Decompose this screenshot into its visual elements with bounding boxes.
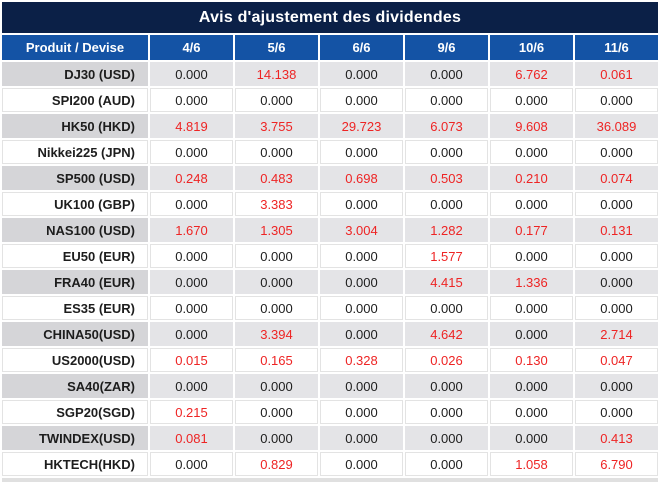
value-cell: 0.000 xyxy=(320,296,403,320)
table-row xyxy=(2,270,658,294)
dividend-table xyxy=(0,33,660,478)
value-cell: 0.000 xyxy=(575,400,658,424)
table-row xyxy=(2,400,658,424)
value-cell: 0.000 xyxy=(235,400,318,424)
product-cell: SGP20(SGD) xyxy=(2,400,148,424)
value-cell: 0.000 xyxy=(405,296,488,320)
value-cell: 1.577 xyxy=(405,244,488,268)
value-cell: 0.000 xyxy=(150,374,233,398)
value-cell: 0.000 xyxy=(320,426,403,450)
value-cell: 0.177 xyxy=(490,218,573,242)
value-cell: 4.642 xyxy=(405,322,488,346)
table-row xyxy=(2,348,658,372)
product-cell: TWINDEX(USD) xyxy=(2,426,148,450)
value-cell: 0.000 xyxy=(235,426,318,450)
value-cell: 0.000 xyxy=(575,296,658,320)
value-cell: 0.000 xyxy=(150,452,233,476)
product-cell: ES35 (EUR) xyxy=(2,296,148,320)
value-cell: 0.000 xyxy=(405,62,488,86)
value-cell: 0.000 xyxy=(235,296,318,320)
value-cell: 0.015 xyxy=(150,348,233,372)
bottom-strip xyxy=(2,478,658,482)
value-cell: 0.000 xyxy=(320,270,403,294)
column-header-product: Produit / Devise xyxy=(2,35,148,60)
value-cell: 0.000 xyxy=(490,426,573,450)
value-cell: 6.790 xyxy=(575,452,658,476)
table-row xyxy=(2,374,658,398)
product-cell: HK50 (HKD) xyxy=(2,114,148,138)
value-cell: 3.394 xyxy=(235,322,318,346)
value-cell: 0.000 xyxy=(490,296,573,320)
table-row xyxy=(2,114,658,138)
value-cell: 0.000 xyxy=(405,192,488,216)
product-cell: US2000(USD) xyxy=(2,348,148,372)
product-cell: DJ30 (USD) xyxy=(2,62,148,86)
table-row xyxy=(2,140,658,164)
value-cell: 0.000 xyxy=(320,374,403,398)
table-row xyxy=(2,322,658,346)
value-cell: 1.282 xyxy=(405,218,488,242)
value-cell: 0.000 xyxy=(405,452,488,476)
product-cell: SA40(ZAR) xyxy=(2,374,148,398)
product-cell: EU50 (EUR) xyxy=(2,244,148,268)
value-cell: 4.415 xyxy=(405,270,488,294)
product-cell: HKTECH(HKD) xyxy=(2,452,148,476)
value-cell: 1.058 xyxy=(490,452,573,476)
value-cell: 0.061 xyxy=(575,62,658,86)
value-cell: 0.000 xyxy=(405,140,488,164)
value-cell: 0.215 xyxy=(150,400,233,424)
value-cell: 0.000 xyxy=(235,88,318,112)
value-cell: 0.000 xyxy=(575,374,658,398)
value-cell: 0.829 xyxy=(235,452,318,476)
value-cell: 0.000 xyxy=(490,192,573,216)
value-cell: 0.000 xyxy=(575,244,658,268)
value-cell: 0.000 xyxy=(490,140,573,164)
value-cell: 0.000 xyxy=(490,244,573,268)
value-cell: 0.165 xyxy=(235,348,318,372)
value-cell: 0.000 xyxy=(575,88,658,112)
value-cell: 0.000 xyxy=(235,244,318,268)
table-row xyxy=(2,244,658,268)
table-row xyxy=(2,218,658,242)
value-cell: 0.698 xyxy=(320,166,403,190)
value-cell: 0.081 xyxy=(150,426,233,450)
value-cell: 14.138 xyxy=(235,62,318,86)
value-cell: 0.000 xyxy=(150,244,233,268)
product-cell: SP500 (USD) xyxy=(2,166,148,190)
product-cell: Nikkei225 (JPN) xyxy=(2,140,148,164)
value-cell: 0.000 xyxy=(150,322,233,346)
value-cell: 9.608 xyxy=(490,114,573,138)
table-row xyxy=(2,62,658,86)
product-cell: NAS100 (USD) xyxy=(2,218,148,242)
header-row xyxy=(2,35,658,60)
value-cell: 0.000 xyxy=(235,374,318,398)
value-cell: 0.130 xyxy=(490,348,573,372)
value-cell: 0.131 xyxy=(575,218,658,242)
table-header xyxy=(2,35,658,60)
value-cell: 0.047 xyxy=(575,348,658,372)
value-cell: 0.000 xyxy=(405,400,488,424)
value-cell: 0.503 xyxy=(405,166,488,190)
value-cell: 0.000 xyxy=(150,270,233,294)
table-body xyxy=(2,62,658,476)
product-cell: CHINA50(USD) xyxy=(2,322,148,346)
value-cell: 0.210 xyxy=(490,166,573,190)
value-cell: 1.336 xyxy=(490,270,573,294)
table-row xyxy=(2,88,658,112)
column-header-date-1: 4/6 xyxy=(150,35,233,60)
value-cell: 0.000 xyxy=(150,88,233,112)
table-row xyxy=(2,296,658,320)
column-header-date-3: 6/6 xyxy=(320,35,403,60)
value-cell: 1.670 xyxy=(150,218,233,242)
value-cell: 4.819 xyxy=(150,114,233,138)
column-header-date-5: 10/6 xyxy=(490,35,573,60)
value-cell: 1.305 xyxy=(235,218,318,242)
value-cell: 0.000 xyxy=(490,374,573,398)
value-cell: 3.004 xyxy=(320,218,403,242)
page-title: Avis d'ajustement des dividendes xyxy=(2,2,658,33)
value-cell: 29.723 xyxy=(320,114,403,138)
value-cell: 0.483 xyxy=(235,166,318,190)
value-cell: 36.089 xyxy=(575,114,658,138)
value-cell: 0.000 xyxy=(235,270,318,294)
value-cell: 2.714 xyxy=(575,322,658,346)
value-cell: 0.000 xyxy=(575,192,658,216)
product-cell: FRA40 (EUR) xyxy=(2,270,148,294)
value-cell: 0.000 xyxy=(405,374,488,398)
table-row xyxy=(2,426,658,450)
column-header-date-6: 11/6 xyxy=(575,35,658,60)
value-cell: 0.000 xyxy=(150,296,233,320)
value-cell: 0.000 xyxy=(575,270,658,294)
value-cell: 0.000 xyxy=(320,244,403,268)
value-cell: 3.383 xyxy=(235,192,318,216)
value-cell: 0.000 xyxy=(405,426,488,450)
value-cell: 0.000 xyxy=(150,62,233,86)
value-cell: 6.762 xyxy=(490,62,573,86)
table-row xyxy=(2,452,658,476)
table-row xyxy=(2,192,658,216)
value-cell: 0.000 xyxy=(490,322,573,346)
value-cell: 0.000 xyxy=(320,62,403,86)
column-header-date-4: 9/6 xyxy=(405,35,488,60)
value-cell: 0.000 xyxy=(320,140,403,164)
value-cell: 6.073 xyxy=(405,114,488,138)
value-cell: 0.000 xyxy=(235,140,318,164)
value-cell: 0.000 xyxy=(320,322,403,346)
product-cell: SPI200 (AUD) xyxy=(2,88,148,112)
value-cell: 0.000 xyxy=(490,400,573,424)
value-cell: 3.755 xyxy=(235,114,318,138)
value-cell: 0.328 xyxy=(320,348,403,372)
value-cell: 0.248 xyxy=(150,166,233,190)
value-cell: 0.000 xyxy=(320,400,403,424)
table-row xyxy=(2,166,658,190)
value-cell: 0.000 xyxy=(150,192,233,216)
value-cell: 0.000 xyxy=(320,88,403,112)
column-header-date-2: 5/6 xyxy=(235,35,318,60)
value-cell: 0.413 xyxy=(575,426,658,450)
value-cell: 0.000 xyxy=(490,88,573,112)
value-cell: 0.000 xyxy=(320,192,403,216)
value-cell: 0.000 xyxy=(150,140,233,164)
value-cell: 0.000 xyxy=(405,88,488,112)
product-cell: UK100 (GBP) xyxy=(2,192,148,216)
value-cell: 0.000 xyxy=(575,140,658,164)
value-cell: 0.074 xyxy=(575,166,658,190)
value-cell: 0.026 xyxy=(405,348,488,372)
value-cell: 0.000 xyxy=(320,452,403,476)
